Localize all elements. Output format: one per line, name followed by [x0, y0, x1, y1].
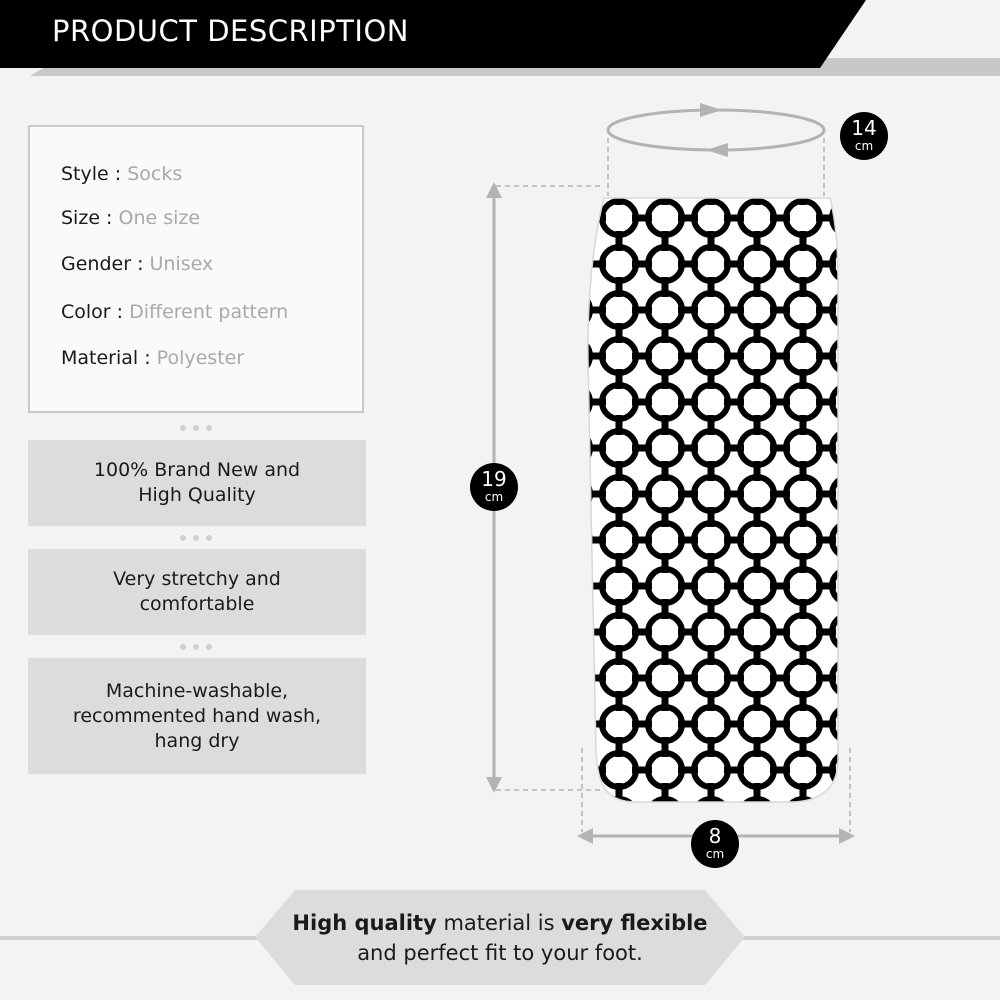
- spec-value: Unisex: [149, 253, 214, 275]
- feature-text: Machine-washable, recommented hand wash, hang dry: [72, 679, 322, 752]
- feature-text: 100% Brand New and High Quality: [93, 459, 301, 506]
- spec-value: Polyester: [156, 347, 245, 369]
- dimension-unit: cm: [484, 490, 504, 504]
- spec-value: Socks: [127, 163, 183, 185]
- circumference-badge: [840, 112, 888, 160]
- dimension-unit: cm: [854, 139, 874, 153]
- footer-line-2: and perfect fit to your foot.: [357, 941, 643, 965]
- dimension-unit: cm: [705, 847, 725, 861]
- spec-label: Gender: [61, 253, 132, 275]
- spec-label: Size: [61, 207, 101, 229]
- spec-gender: Gender : Unisex: [61, 253, 214, 275]
- spec-size: Size : One size: [61, 207, 201, 229]
- spec-style: Style : Socks: [61, 163, 183, 185]
- spec-color: Color : Different pattern: [61, 301, 289, 323]
- footer-text-2: material is: [436, 911, 562, 935]
- spec-value: Different pattern: [129, 301, 289, 323]
- spec-label: Material: [61, 347, 139, 369]
- dimension-value: 19: [481, 467, 507, 491]
- dimension-value: 8: [708, 824, 722, 848]
- footer-tagline: [275, 908, 725, 968]
- spec-material: Material : Polyester: [61, 347, 245, 369]
- page-title: PRODUCT DESCRIPTION: [52, 14, 409, 48]
- length-badge: [470, 463, 518, 511]
- width-badge: [691, 820, 739, 868]
- footer-bold-1: High quality: [292, 911, 437, 935]
- spec-label: Color: [61, 301, 111, 323]
- feature-text: Very stretchy and comfortable: [113, 568, 281, 615]
- dimension-value: 14: [851, 116, 877, 140]
- footer-line-1: [275, 908, 725, 938]
- footer-bold-2: very flexible: [561, 911, 708, 935]
- spec-label: Style: [61, 163, 109, 185]
- spec-value: One size: [118, 207, 201, 229]
